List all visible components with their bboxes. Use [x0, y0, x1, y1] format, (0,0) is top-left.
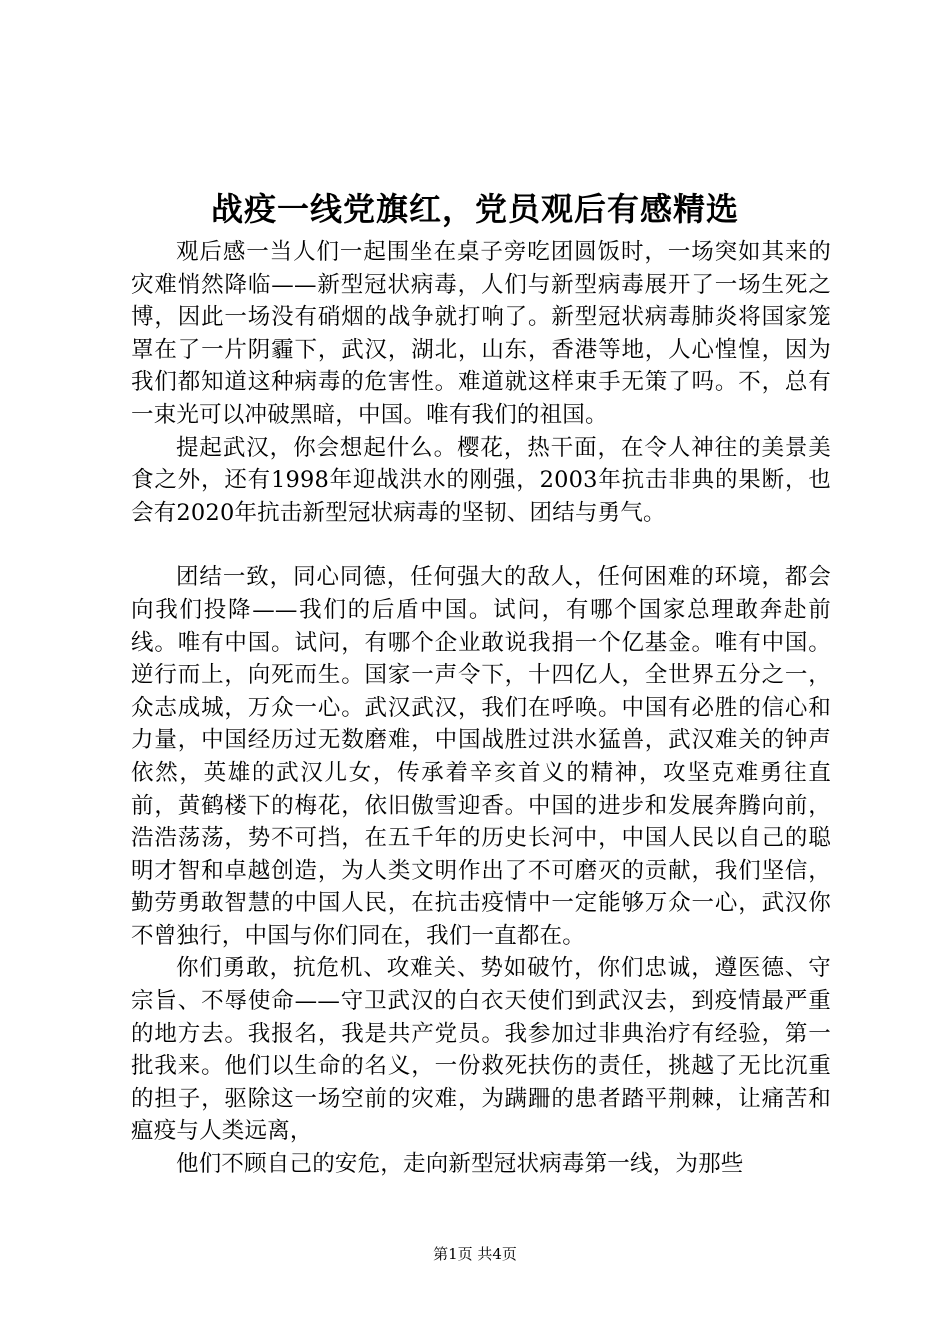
paragraph-5: 他们不顾自己的安危，走向新型冠状病毒第一线，为那些: [176, 1151, 744, 1178]
document-body: [131, 236, 831, 1181]
page-number-footer: 第1页 共4页: [433, 1245, 517, 1263]
paragraph-4: 你们勇敢，抗危机、攻难关、势如破竹，你们忠诚，遵医德、守宗旨、不辱使命——守卫武汉的白衣天使们到武汉去，到疫情最严重的地方去。我报名，我是共产党员。我参加过非典治疗有经验，第一批我来。他们以生命的名义，一份救死扶伤的责任，挑越了无比沉重的担子，驱除这一场空前的灾难，为蹒跚的患者踏平荆棘，让痛苦和瘟疫与人类远离，: [131, 955, 831, 1145]
paragraph-3: 团结一致，同心同德，任何强大的敌人，任何困难的环境，都会向我们投降——我们的后盾中国。试问，有哪个国家总理敢奔赴前线。唯有中国。试问，有哪个企业敢说我捐一个亿基金。唯有中国。逆行而上，向死而生。国家一声令下，十四亿人，全世界五分之一，众志成城，万众一心。武汉武汉，我们在呼唤。中国有必胜的信心和力量，中国经历过无数磨难，中国战胜过洪水猛兽，武汉难关的钟声依然，英雄的武汉儿女，传承着辛亥首义的精神，攻坚克难勇往直前，黄鹤楼下的梅花，依旧傲雪迎香。中国的进步和发展奔腾向前，浩浩荡荡，势不可挡，在五千年的历史长河中，中国人民以自己的聪明才智和卓越创造，为人类文明作出了不可磨灭的贡献，我们坚信，勤劳勇敢智慧的中国人民，在抗击疫情中一定能够万众一心，武汉你不曾独行，中国与你们同在，我们一直都在。: [131, 564, 831, 949]
paragraph-1: 观后感一当人们一起围坐在桌子旁吃团圆饭时，一场突如其来的灾难悄然降临——新型冠状病毒，人们与新型病毒展开了一场生死之博，因此一场没有硝烟的战争就打响了。新型冠状病毒肺炎将国家笼罩在了一片阴霾下，武汉，湖北，山东，香港等地，人心惶惶，因为我们都知道这种病毒的危害性。难道就这样束手无策了吗。不，总有一束光可以冲破黑暗，中国。唯有我们的祖国。: [131, 239, 831, 428]
paragraph-2: 提起武汉，你会想起什么。樱花，热干面，在令人神往的美景美食之外，还有1998年迎战洪水的刚强，2003年抗击非典的果断，也会有2020年抗击新型冠状病毒的坚韧、团结与勇气。: [131, 434, 831, 526]
document-title: 战疫一线党旗红，党员观后有感精选: [210, 190, 739, 228]
